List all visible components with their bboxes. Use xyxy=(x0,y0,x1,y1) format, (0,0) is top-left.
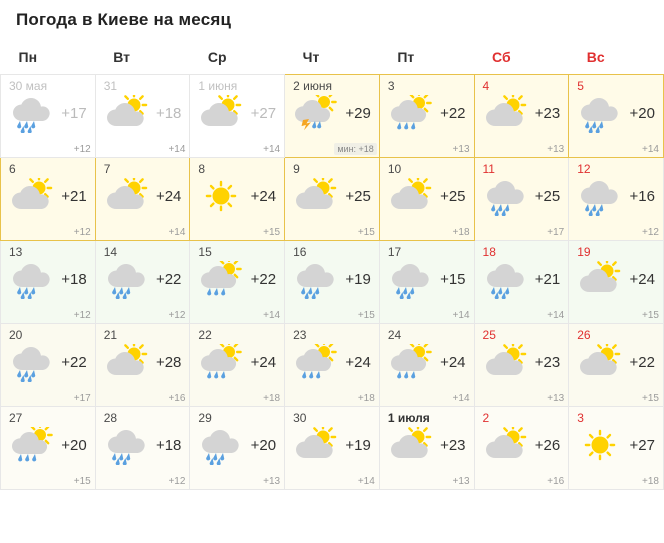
high-temperature: +28 xyxy=(155,353,182,371)
day-forecast xyxy=(293,178,373,216)
rain-icon xyxy=(198,427,244,465)
low-temperature: +18 xyxy=(452,226,470,238)
high-temperature: +22 xyxy=(440,104,466,122)
day-number: 21 xyxy=(103,327,118,342)
day-forecast xyxy=(483,178,563,216)
calendar-week-row xyxy=(1,323,664,406)
cloudy-sun-icon xyxy=(293,178,339,216)
cloudy-sun-icon xyxy=(198,95,244,133)
high-temperature: +26 xyxy=(534,436,561,454)
day-number: 16 xyxy=(293,244,307,259)
rain-sun-icon xyxy=(293,344,339,382)
cloudy-sun-icon xyxy=(483,344,529,382)
low-temperature: +13 xyxy=(547,143,565,155)
rain-icon xyxy=(9,344,55,382)
cloudy-sun-icon xyxy=(104,344,150,382)
day-cell[interactable] xyxy=(474,157,569,240)
weekday-header-6: Вс xyxy=(586,48,605,65)
day-forecast xyxy=(483,427,563,465)
cloudy-sun-icon xyxy=(577,344,623,382)
high-temperature: +20 xyxy=(250,436,277,454)
weekday-header-0: Пн xyxy=(18,48,38,65)
high-temperature: +24 xyxy=(629,270,655,288)
rain-sun-icon xyxy=(198,344,244,382)
calendar-body xyxy=(1,74,664,489)
day-number: 24 xyxy=(387,327,402,342)
day-forecast xyxy=(9,261,89,299)
day-number: 13 xyxy=(9,244,23,259)
rain-sun-icon xyxy=(388,344,434,382)
low-temperature: +15 xyxy=(642,392,659,404)
day-number: 9 xyxy=(293,161,300,176)
day-number: 12 xyxy=(577,161,591,176)
day-number: 17 xyxy=(387,244,402,259)
day-number: 31 xyxy=(103,78,118,93)
day-cell[interactable] xyxy=(569,240,664,323)
day-forecast xyxy=(293,427,373,465)
high-temperature: +18 xyxy=(155,104,182,122)
low-temperature: +12 xyxy=(168,309,186,321)
day-forecast xyxy=(293,261,373,299)
cloudy-sun-icon xyxy=(104,178,150,216)
day-forecast xyxy=(577,344,657,382)
low-temperature: +14 xyxy=(452,309,470,321)
day-cell[interactable] xyxy=(285,240,380,323)
day-number: 25 xyxy=(482,327,496,342)
day-cell[interactable] xyxy=(569,74,664,157)
high-temperature: +21 xyxy=(61,187,87,205)
day-forecast xyxy=(104,95,184,133)
day-number: 3 xyxy=(387,78,395,93)
day-cell[interactable] xyxy=(474,74,569,157)
day-number: 15 xyxy=(198,244,212,259)
day-forecast xyxy=(9,427,89,465)
low-temperature: +14 xyxy=(263,309,281,321)
high-temperature: +16 xyxy=(629,187,655,205)
calendar-week-row xyxy=(1,74,664,157)
day-cell[interactable] xyxy=(569,157,664,240)
weekday-header-3: Чт xyxy=(302,48,320,65)
rain-icon xyxy=(483,178,529,216)
cloudy-sun-icon xyxy=(9,178,55,216)
day-cell[interactable] xyxy=(95,323,190,406)
low-temperature: +13 xyxy=(452,143,470,155)
low-temperature: +16 xyxy=(547,475,565,487)
high-temperature: +23 xyxy=(534,104,561,122)
day-number: 5 xyxy=(577,78,584,93)
day-number: 2 xyxy=(482,410,490,425)
low-temperature: +15 xyxy=(73,475,91,487)
low-temperature: +16 xyxy=(168,392,186,404)
month-calendar xyxy=(0,44,664,490)
high-temperature: +27 xyxy=(250,104,277,122)
low-temperature: +14 xyxy=(452,392,470,404)
day-forecast xyxy=(198,427,278,465)
cloudy-sun-icon xyxy=(483,95,529,133)
day-forecast xyxy=(104,261,184,299)
day-cell[interactable] xyxy=(285,406,380,489)
day-forecast xyxy=(198,178,278,216)
high-temperature: +20 xyxy=(61,436,87,454)
high-temperature: +22 xyxy=(629,353,655,371)
low-temperature: +12 xyxy=(73,143,91,155)
day-forecast xyxy=(483,344,563,382)
day-cell[interactable] xyxy=(95,157,190,240)
day-cell[interactable] xyxy=(379,406,474,489)
day-number: 11 xyxy=(482,161,495,176)
cloudy-sun-icon xyxy=(293,427,339,465)
low-temperature: +13 xyxy=(547,392,565,404)
day-number: 1 июня xyxy=(198,78,238,93)
rain-icon xyxy=(9,95,55,133)
low-temperature: +18 xyxy=(357,392,375,404)
day-number: 4 xyxy=(482,78,490,93)
weekday-header-1: Вт xyxy=(113,48,130,65)
day-forecast xyxy=(483,95,563,133)
high-temperature: +22 xyxy=(61,353,87,371)
page-title: Погода в Киеве на месяц xyxy=(16,10,232,29)
cloudy-sun-icon xyxy=(388,427,434,465)
high-temperature: +22 xyxy=(155,270,182,288)
rain-icon xyxy=(577,95,623,133)
low-temperature: +14 xyxy=(357,475,375,487)
day-cell[interactable] xyxy=(190,323,285,406)
day-number: 19 xyxy=(577,244,591,259)
high-temperature: +23 xyxy=(440,436,466,454)
rain-icon xyxy=(9,261,55,299)
high-temperature: +25 xyxy=(440,187,466,205)
low-temperature: +14 xyxy=(642,143,659,155)
rain-icon xyxy=(483,261,529,299)
day-number: 18 xyxy=(482,244,496,259)
day-forecast xyxy=(388,261,468,299)
day-number: 1 июля xyxy=(387,410,430,425)
high-temperature: +17 xyxy=(61,104,87,122)
rain-icon xyxy=(388,261,434,299)
sun-icon xyxy=(577,427,623,465)
day-cell[interactable] xyxy=(95,406,190,489)
day-cell[interactable] xyxy=(95,240,190,323)
day-cell[interactable] xyxy=(1,323,96,406)
cloudy-sun-icon xyxy=(388,178,434,216)
day-cell[interactable] xyxy=(569,323,664,406)
high-temperature: +24 xyxy=(345,353,371,371)
sun-icon xyxy=(198,178,244,216)
high-temperature: +22 xyxy=(250,270,277,288)
day-forecast xyxy=(388,95,468,133)
day-forecast xyxy=(9,95,89,133)
weekday-header-5: Сб xyxy=(492,48,511,65)
day-number: 2 июня xyxy=(293,78,332,93)
day-cell[interactable] xyxy=(379,157,474,240)
low-temperature: +18 xyxy=(263,392,281,404)
low-temperature: +14 xyxy=(168,226,186,238)
day-cell[interactable] xyxy=(474,240,569,323)
day-cell[interactable] xyxy=(285,323,380,406)
high-temperature: +21 xyxy=(534,270,561,288)
day-cell[interactable] xyxy=(474,406,569,489)
day-cell[interactable] xyxy=(1,240,96,323)
low-temperature: +12 xyxy=(73,309,91,321)
day-number: 29 xyxy=(198,410,212,425)
day-number: 3 xyxy=(577,410,584,425)
high-temperature: +24 xyxy=(440,353,466,371)
low-temperature: +13 xyxy=(452,475,470,487)
high-temperature: +18 xyxy=(61,270,87,288)
low-temperature: +17 xyxy=(547,226,565,238)
low-temperature: +12 xyxy=(73,226,91,238)
day-forecast xyxy=(104,178,184,216)
rain-sun-icon xyxy=(198,261,244,299)
day-cell[interactable] xyxy=(190,240,285,323)
high-temperature: +25 xyxy=(534,187,561,205)
high-temperature: +24 xyxy=(155,187,182,205)
low-temperature: +14 xyxy=(547,309,565,321)
low-temperature: +12 xyxy=(642,226,659,238)
low-temperature: +15 xyxy=(357,226,375,238)
high-temperature: +15 xyxy=(440,270,466,288)
rain-icon xyxy=(104,427,150,465)
day-cell[interactable] xyxy=(1,406,96,489)
day-forecast xyxy=(198,344,278,382)
day-forecast xyxy=(388,344,468,382)
day-number: 23 xyxy=(293,327,307,342)
low-temperature: +12 xyxy=(168,475,186,487)
day-number: 27 xyxy=(9,410,23,425)
day-forecast xyxy=(9,178,89,216)
day-number: 22 xyxy=(198,327,212,342)
day-number: 10 xyxy=(387,161,402,176)
day-number: 7 xyxy=(103,161,111,176)
day-number: 8 xyxy=(198,161,206,176)
day-cell[interactable] xyxy=(190,74,285,157)
day-forecast xyxy=(198,261,278,299)
day-forecast xyxy=(104,427,184,465)
high-temperature: +25 xyxy=(345,187,371,205)
day-forecast xyxy=(9,344,89,382)
day-forecast xyxy=(388,427,468,465)
day-cell[interactable] xyxy=(190,406,285,489)
rain-sun-icon xyxy=(388,95,434,133)
day-number: 26 xyxy=(577,327,591,342)
day-cell[interactable] xyxy=(379,323,474,406)
day-cell[interactable] xyxy=(190,157,285,240)
day-cell[interactable] xyxy=(379,74,474,157)
high-temperature: +18 xyxy=(155,436,182,454)
day-forecast xyxy=(293,95,373,133)
low-temperature: +14 xyxy=(168,143,186,155)
rain-icon xyxy=(293,261,339,299)
day-forecast xyxy=(388,178,468,216)
low-temperature: +14 xyxy=(263,143,281,155)
day-number: 28 xyxy=(103,410,118,425)
high-temperature: +19 xyxy=(345,270,371,288)
day-forecast xyxy=(577,95,657,133)
calendar-week-row xyxy=(1,240,664,323)
low-temperature: +13 xyxy=(263,475,281,487)
day-cell[interactable] xyxy=(379,240,474,323)
weekday-header-2: Ср xyxy=(207,48,227,65)
calendar-week-row xyxy=(1,157,664,240)
low-temperature: +15 xyxy=(357,309,375,321)
day-cell[interactable] xyxy=(95,74,190,157)
high-temperature: +23 xyxy=(534,353,561,371)
day-number: 14 xyxy=(103,244,118,259)
rain-icon xyxy=(104,261,150,299)
day-cell[interactable] xyxy=(285,157,380,240)
cloudy-sun-icon xyxy=(104,95,150,133)
high-temperature: +24 xyxy=(250,187,277,205)
rain-icon xyxy=(577,178,623,216)
day-number: 30 мая xyxy=(9,78,48,93)
day-forecast xyxy=(293,344,373,382)
high-temperature: +29 xyxy=(345,104,371,122)
day-forecast xyxy=(104,344,184,382)
low-temperature: +18 xyxy=(642,475,659,487)
low-temperature: +15 xyxy=(642,309,659,321)
day-cell[interactable] xyxy=(569,406,664,489)
day-cell[interactable] xyxy=(285,74,380,157)
day-forecast xyxy=(483,261,563,299)
day-number: 30 xyxy=(293,410,307,425)
day-forecast xyxy=(577,261,657,299)
day-forecast xyxy=(198,95,278,133)
low-temperature: +17 xyxy=(73,392,91,404)
weekday-header-row xyxy=(1,44,664,74)
day-cell[interactable] xyxy=(1,157,96,240)
day-cell[interactable] xyxy=(474,323,569,406)
weekday-header-4: Пт xyxy=(397,48,415,65)
high-temperature: +24 xyxy=(250,353,277,371)
calendar-week-row xyxy=(1,406,664,489)
cloudy-sun-icon xyxy=(577,261,623,299)
day-forecast xyxy=(577,178,657,216)
cloudy-sun-icon xyxy=(483,427,529,465)
day-cell[interactable] xyxy=(1,74,96,157)
day-forecast xyxy=(577,427,657,465)
storm-icon xyxy=(293,95,339,133)
day-number: 6 xyxy=(9,161,16,176)
day-number: 20 xyxy=(9,327,23,342)
high-temperature: +20 xyxy=(629,104,655,122)
low-temperature: +15 xyxy=(263,226,281,238)
high-temperature: +27 xyxy=(629,436,655,454)
high-temperature: +19 xyxy=(345,436,371,454)
rain-sun-icon xyxy=(9,427,55,465)
min-temperature-note: мин: +18 xyxy=(334,143,376,155)
